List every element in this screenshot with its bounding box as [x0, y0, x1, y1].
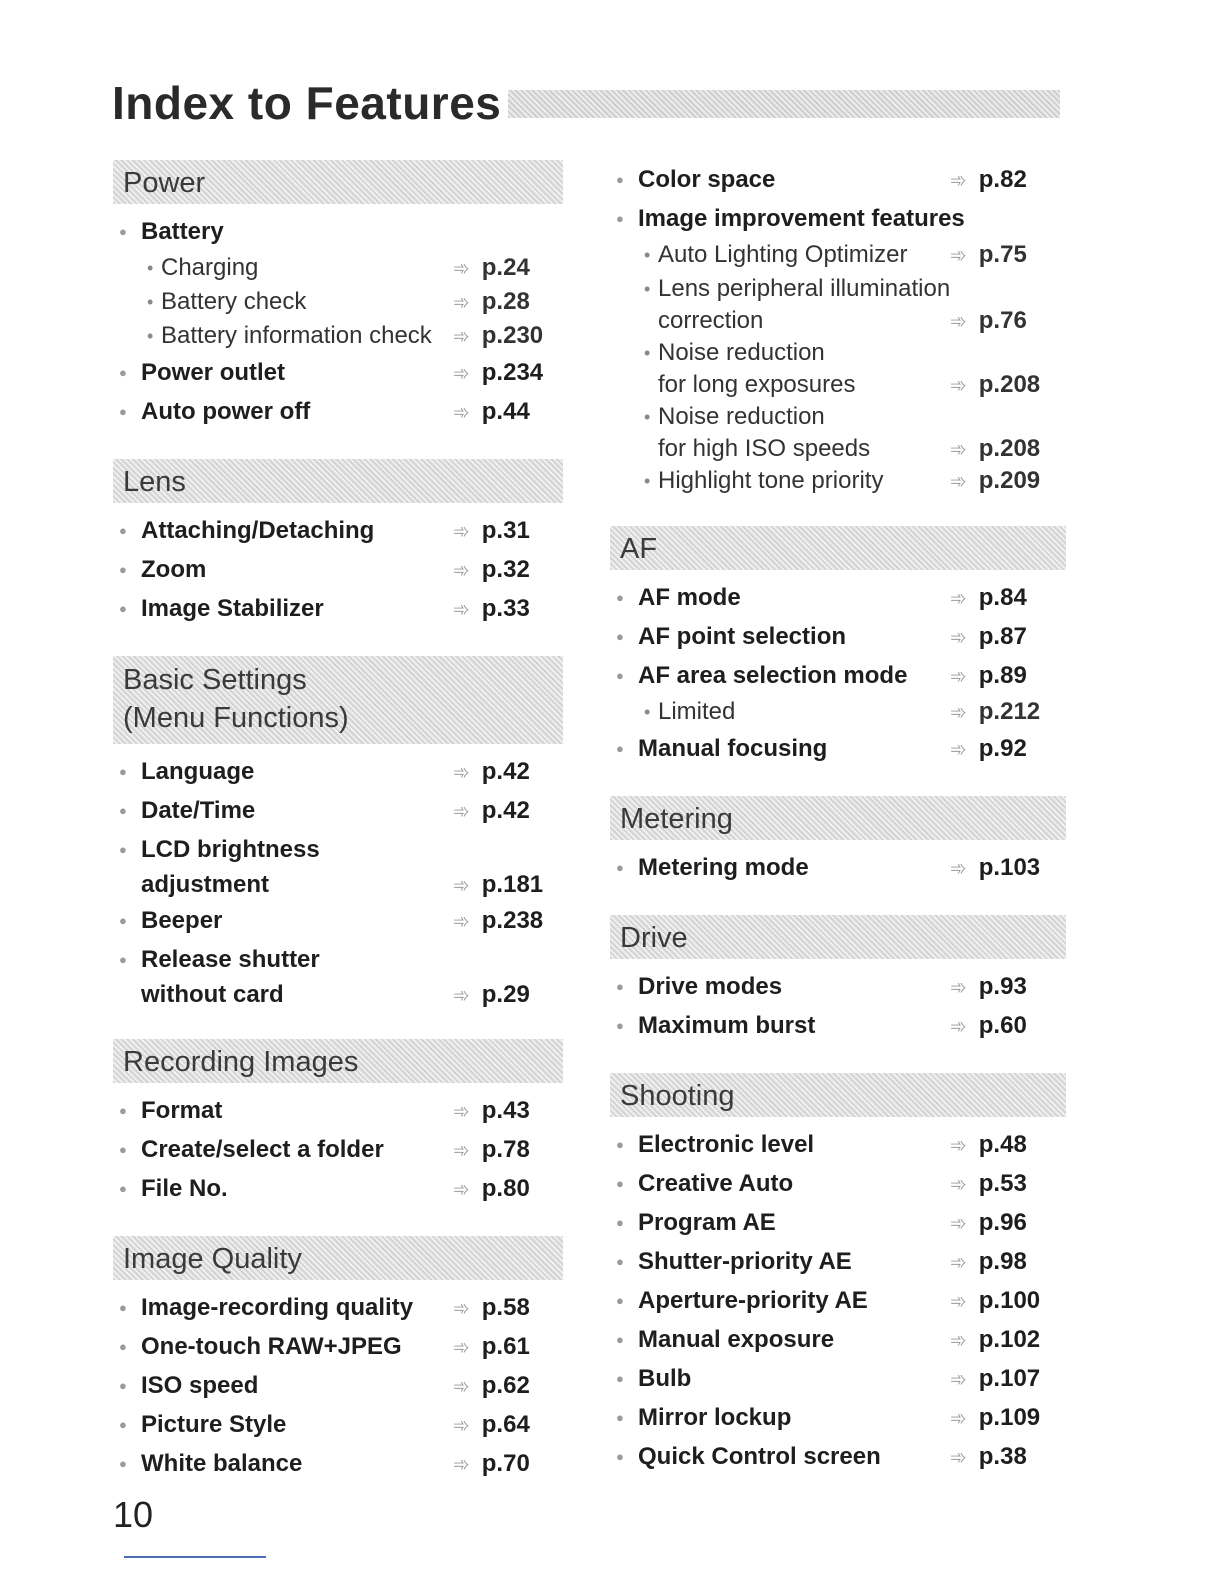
entry-label: Image Stabilizer — [141, 595, 324, 622]
arrow-icon: ➾ — [950, 627, 967, 649]
arrow-icon: ➾ — [950, 702, 967, 724]
entry-label: Lens peripheral illumination — [658, 275, 951, 302]
arrow-icon: ➾ — [950, 1408, 967, 1430]
entry-label: Battery information check — [161, 322, 432, 349]
index-entry-af-area-selection-mode — [610, 656, 1066, 695]
page-number-ref: p.31 — [481, 517, 530, 544]
arrow-icon: ➾ — [950, 439, 967, 461]
entry-label: Limited — [658, 698, 736, 725]
page-reference — [950, 160, 1027, 201]
entry-label: without card — [141, 981, 284, 1008]
entry-label: Manual focusing — [638, 735, 828, 762]
page-number-ref: p.96 — [978, 1209, 1027, 1236]
section-header-label: Metering — [620, 803, 733, 835]
page-reference — [950, 967, 1027, 1008]
page-reference — [950, 656, 1027, 697]
arrow-icon: ➾ — [453, 875, 470, 897]
entry-label: Aperture-priority AE — [638, 1287, 868, 1314]
page-number-ref: p.28 — [481, 288, 530, 315]
entry-label: Create/select a folder — [141, 1136, 384, 1163]
entry-label: Battery check — [161, 288, 307, 315]
entry-label: Battery — [141, 218, 224, 245]
page-reference — [453, 791, 530, 832]
page-reference — [950, 1359, 1040, 1400]
entry-label: Color space — [638, 166, 776, 193]
arrow-icon: ➾ — [950, 170, 967, 192]
arrow-icon: ➾ — [950, 245, 967, 267]
arrow-icon: ➾ — [453, 1179, 470, 1201]
arrow-icon: ➾ — [453, 1415, 470, 1437]
index-entry-manual-exposure — [610, 1320, 1066, 1359]
index-entry-af-point-selection — [610, 617, 1066, 656]
section-header-label: Recording Images — [123, 1046, 359, 1078]
index-entry-bulb — [610, 1359, 1066, 1398]
page-number-ref: p.53 — [978, 1170, 1027, 1197]
page-reference — [950, 238, 1027, 273]
page-number-ref: p.209 — [978, 467, 1041, 494]
index-entry-af-mode — [610, 578, 1066, 617]
index-entry-correction — [610, 306, 1066, 336]
page-number-ref: p.84 — [978, 584, 1027, 611]
page-reference — [950, 1281, 1040, 1322]
entry-label: Release shutter — [141, 946, 320, 973]
entry-label: ISO speed — [141, 1372, 259, 1399]
entry-label: Quick Control screen — [638, 1443, 881, 1470]
section-gap — [610, 887, 1066, 915]
page-reference — [453, 589, 530, 630]
arrow-icon: ➾ — [453, 599, 470, 621]
page-number-ref: p.212 — [978, 698, 1041, 725]
arrow-icon: ➾ — [453, 1454, 470, 1476]
page-number-ref: p.58 — [481, 1294, 530, 1321]
index-entry-one-touch-raw-jpeg — [113, 1327, 563, 1366]
page-reference — [453, 251, 530, 286]
entry-label: Charging — [161, 254, 259, 281]
page-reference — [950, 1006, 1027, 1047]
arrow-icon: ➾ — [950, 1174, 967, 1196]
arrow-icon: ➾ — [453, 801, 470, 823]
entry-label: AF mode — [638, 584, 741, 611]
index-entry-attaching-detaching — [113, 511, 563, 550]
index-entry-for-long-exposures — [610, 370, 1066, 400]
index-entry-file-no — [113, 1169, 563, 1208]
page-reference — [453, 285, 530, 320]
entry-label: Manual exposure — [638, 1326, 835, 1353]
entry-label: correction — [658, 307, 764, 334]
page-number-ref: p.33 — [481, 595, 530, 622]
arrow-icon: ➾ — [453, 521, 470, 543]
page-reference — [950, 578, 1027, 619]
page-number-ref: p.38 — [978, 1443, 1027, 1470]
page-reference — [453, 1130, 530, 1171]
page-reference — [453, 550, 530, 591]
page-number-ref: p.87 — [978, 623, 1027, 650]
index-entry-for-high-iso-speeds — [610, 434, 1066, 464]
left-column — [113, 160, 563, 1483]
entry-label: Language — [141, 758, 255, 785]
page-number-ref: p.92 — [978, 735, 1027, 762]
page-number-ref: p.238 — [481, 907, 544, 934]
section-header-shooting — [610, 1073, 1066, 1117]
index-entry-maximum-burst — [610, 1006, 1066, 1045]
section-header-label: Lens — [123, 466, 186, 498]
index-entry-auto-power-off — [113, 392, 563, 431]
page-reference — [950, 695, 1040, 730]
entry-label: Noise reduction — [658, 339, 825, 366]
index-entry-quick-control-screen — [610, 1437, 1066, 1476]
arrow-icon: ➾ — [453, 560, 470, 582]
index-entry-program-ae — [610, 1203, 1066, 1242]
arrow-icon: ➾ — [453, 292, 470, 314]
section-header-label: Image Quality — [123, 1243, 302, 1275]
arrow-icon: ➾ — [950, 1213, 967, 1235]
page-reference — [453, 1091, 530, 1132]
page-number-ref: p.78 — [481, 1136, 530, 1163]
index-entry-white-balance — [113, 1444, 563, 1483]
page-number-ref: p.208 — [978, 435, 1041, 462]
page-number-ref: p.82 — [978, 166, 1027, 193]
page-number-ref: p.107 — [978, 1365, 1041, 1392]
entry-label: Maximum burst — [638, 1012, 816, 1039]
page-number-ref: p.93 — [978, 973, 1027, 1000]
page-number-ref: p.42 — [481, 797, 530, 824]
entry-label: Beeper — [141, 907, 223, 934]
page-reference — [453, 319, 543, 354]
entry-label: One-touch RAW+JPEG — [141, 1333, 402, 1360]
page-reference — [950, 434, 1040, 465]
section-gap — [610, 1045, 1066, 1073]
right-column — [610, 160, 1066, 1476]
page-number-ref: p.61 — [481, 1333, 530, 1360]
arrow-icon: ➾ — [950, 1252, 967, 1274]
index-entry-image-stabilizer — [113, 589, 563, 628]
arrow-icon: ➾ — [950, 739, 967, 761]
page-number-ref: p.80 — [481, 1175, 530, 1202]
page-number-ref: p.60 — [978, 1012, 1027, 1039]
page-reference — [453, 869, 543, 902]
index-entry-shutter-priority-ae — [610, 1242, 1066, 1281]
page-number-ref: p.230 — [481, 322, 544, 349]
page-reference — [453, 392, 530, 433]
page-reference — [453, 1444, 530, 1485]
section-header-metering — [610, 796, 1066, 840]
entry-label: Highlight tone priority — [658, 467, 884, 494]
index-entry-manual-focusing — [610, 729, 1066, 768]
entry-label: Creative Auto — [638, 1170, 794, 1197]
arrow-icon: ➾ — [950, 1016, 967, 1038]
arrow-icon: ➾ — [453, 363, 470, 385]
entry-label: Mirror lockup — [638, 1404, 792, 1431]
section-header-label: Drive — [620, 922, 688, 954]
arrow-icon: ➾ — [453, 1376, 470, 1398]
index-entry-zoom — [113, 550, 563, 589]
page-number: 10 — [113, 1494, 154, 1535]
arrow-icon: ➾ — [950, 471, 967, 493]
index-entry-iso-speed — [113, 1366, 563, 1405]
arrow-icon: ➾ — [453, 985, 470, 1007]
index-entry-release-shutter — [113, 940, 563, 979]
entry-label: Date/Time — [141, 797, 256, 824]
arrow-icon: ➾ — [950, 977, 967, 999]
entry-label: Image improvement features — [638, 205, 965, 232]
arrow-icon: ➾ — [950, 1447, 967, 1469]
page-reference — [950, 1164, 1027, 1205]
index-entry-metering-mode — [610, 848, 1066, 887]
page-reference — [453, 1288, 530, 1329]
section-gap — [113, 431, 563, 459]
page-number-ref: p.44 — [481, 398, 530, 425]
index-entry-picture-style — [113, 1405, 563, 1444]
index-entry-limited — [610, 695, 1066, 729]
index-entry-electronic-level — [610, 1125, 1066, 1164]
arrow-icon: ➾ — [950, 588, 967, 610]
section-gap — [610, 768, 1066, 796]
arrow-icon: ➾ — [453, 1140, 470, 1162]
entry-label: for long exposures — [658, 371, 856, 398]
index-entry-noise-reduction — [610, 400, 1066, 434]
index-entry-date-time — [113, 791, 563, 830]
arrow-icon: ➾ — [950, 1135, 967, 1157]
index-entry-create-select-a-folder — [113, 1130, 563, 1169]
entry-label: adjustment — [141, 871, 270, 898]
section-gap — [113, 1208, 563, 1236]
arrow-icon: ➾ — [453, 326, 470, 348]
entry-label: Noise reduction — [658, 403, 825, 430]
index-entry-without-card — [113, 979, 563, 1011]
index-entry-color-space — [610, 160, 1066, 199]
arrow-icon: ➾ — [950, 311, 967, 333]
arrow-icon: ➾ — [950, 1330, 967, 1352]
page-number-ref: p.234 — [481, 359, 544, 386]
entry-label: Drive modes — [638, 973, 783, 1000]
page-reference — [453, 901, 543, 942]
arrow-icon: ➾ — [950, 858, 967, 880]
section-gap — [113, 628, 563, 656]
entry-label: Metering mode — [638, 854, 809, 881]
section-header-label: AF — [620, 533, 658, 565]
page-reference — [950, 617, 1027, 658]
arrow-icon: ➾ — [950, 1291, 967, 1313]
section-header-label: Basic Settings — [123, 664, 307, 696]
entry-label: AF point selection — [638, 623, 847, 650]
page-number-ref: p.29 — [481, 981, 530, 1008]
index-entry-charging — [113, 251, 563, 285]
arrow-icon: ➾ — [950, 666, 967, 688]
arrow-icon: ➾ — [453, 402, 470, 424]
entry-label: Electronic level — [638, 1131, 815, 1158]
page-reference — [950, 729, 1027, 770]
index-entry-power-outlet — [113, 353, 563, 392]
page-number-ref: p.89 — [978, 662, 1027, 689]
index-entry-battery-information-check — [113, 319, 563, 353]
page-number-ref: p.24 — [481, 254, 530, 281]
page-number-ref: p.75 — [978, 241, 1027, 268]
page-reference — [453, 979, 530, 1012]
arrow-icon: ➾ — [453, 911, 470, 933]
page-number-ref: p.208 — [978, 371, 1041, 398]
entry-label: File No. — [141, 1175, 228, 1202]
page-number-ref: p.109 — [978, 1404, 1041, 1431]
page-number-ref: p.102 — [978, 1326, 1041, 1353]
entry-label: Shutter-priority AE — [638, 1248, 852, 1275]
index-entry-mirror-lockup — [610, 1398, 1066, 1437]
section-header-basic-settings — [113, 656, 563, 744]
page-reference — [453, 353, 543, 394]
arrow-icon: ➾ — [453, 762, 470, 784]
index-entry-noise-reduction — [610, 336, 1066, 370]
page-reference — [950, 1437, 1027, 1478]
arrow-icon: ➾ — [453, 1101, 470, 1123]
entry-label: Auto Lighting Optimizer — [658, 241, 908, 268]
section-header-label: Shooting — [620, 1080, 735, 1112]
entry-label: Format — [141, 1097, 223, 1124]
entry-label: Image-recording quality — [141, 1294, 414, 1321]
title-decorative-bar — [508, 90, 1060, 118]
section-gap — [113, 1011, 563, 1039]
page-number-ref: p.103 — [978, 854, 1041, 881]
section-header-recording-images — [113, 1039, 563, 1083]
page-reference — [950, 306, 1027, 337]
entry-label: White balance — [141, 1450, 303, 1477]
index-entry-battery — [113, 212, 563, 251]
section-header-label: (Menu Functions) — [123, 702, 349, 734]
arrow-icon: ➾ — [950, 1369, 967, 1391]
page-number-ref: p.98 — [978, 1248, 1027, 1275]
entry-label: Bulb — [638, 1365, 692, 1392]
entry-label: Power outlet — [141, 359, 286, 386]
section-header-lens — [113, 459, 563, 503]
page-title: Index to Features — [112, 77, 502, 129]
section-header-af — [610, 526, 1066, 570]
index-entry-language — [113, 752, 563, 791]
index-entry-drive-modes — [610, 967, 1066, 1006]
page-reference — [950, 848, 1040, 889]
page-reference — [453, 1327, 530, 1368]
index-entry-format — [113, 1091, 563, 1130]
entry-label: AF area selection mode — [638, 662, 908, 689]
index-entry-lens-peripheral-illumination — [610, 272, 1066, 306]
page-reference — [950, 1320, 1040, 1361]
arrow-icon: ➾ — [453, 1337, 470, 1359]
entry-label: Zoom — [141, 556, 207, 583]
page-number-ref: p.32 — [481, 556, 530, 583]
entry-label: for high ISO speeds — [658, 435, 871, 462]
section-gap — [610, 498, 1066, 526]
footer-rule — [124, 1556, 266, 1558]
page-reference — [453, 1405, 530, 1446]
entry-label: LCD brightness — [141, 836, 320, 863]
index-entry-battery-check — [113, 285, 563, 319]
index-entry-highlight-tone-priority — [610, 464, 1066, 498]
index-entry-lcd-brightness — [113, 830, 563, 869]
entry-label: Attaching/Detaching — [141, 517, 375, 544]
page-number-ref: p.43 — [481, 1097, 530, 1124]
page-number-ref: p.100 — [978, 1287, 1041, 1314]
page-reference — [950, 1398, 1040, 1439]
section-header-image-quality — [113, 1236, 563, 1280]
page-reference — [950, 1125, 1027, 1166]
index-entry-image-improvement-features — [610, 199, 1066, 238]
index-entry-creative-auto — [610, 1164, 1066, 1203]
page-reference — [453, 1169, 530, 1210]
page-reference — [950, 464, 1040, 499]
arrow-icon: ➾ — [453, 258, 470, 280]
entry-label: Picture Style — [141, 1411, 287, 1438]
index-entry-auto-lighting-optimizer — [610, 238, 1066, 272]
page-number-ref: p.181 — [481, 871, 544, 898]
page-reference — [453, 1366, 530, 1407]
page-reference — [950, 370, 1040, 401]
page-reference — [950, 1242, 1027, 1283]
index-entry-image-recording-quality — [113, 1288, 563, 1327]
section-header-power — [113, 160, 563, 204]
arrow-icon: ➾ — [950, 375, 967, 397]
arrow-icon: ➾ — [453, 1298, 470, 1320]
page-number-ref: p.62 — [481, 1372, 530, 1399]
section-header-drive — [610, 915, 1066, 959]
index-entry-beeper — [113, 901, 563, 940]
page-reference — [950, 1203, 1027, 1244]
entry-label: Program AE — [638, 1209, 776, 1236]
index-entry-adjustment — [113, 869, 563, 901]
page-reference — [453, 511, 530, 552]
index-entry-aperture-priority-ae — [610, 1281, 1066, 1320]
section-header-label: Power — [123, 167, 206, 199]
page-number-ref: p.70 — [481, 1450, 530, 1477]
page-number-ref: p.76 — [978, 307, 1027, 334]
page-reference — [453, 752, 530, 793]
page-number-ref: p.42 — [481, 758, 530, 785]
page-number-ref: p.48 — [978, 1131, 1027, 1158]
entry-label: Auto power off — [141, 398, 311, 425]
page-number-ref: p.64 — [481, 1411, 530, 1438]
